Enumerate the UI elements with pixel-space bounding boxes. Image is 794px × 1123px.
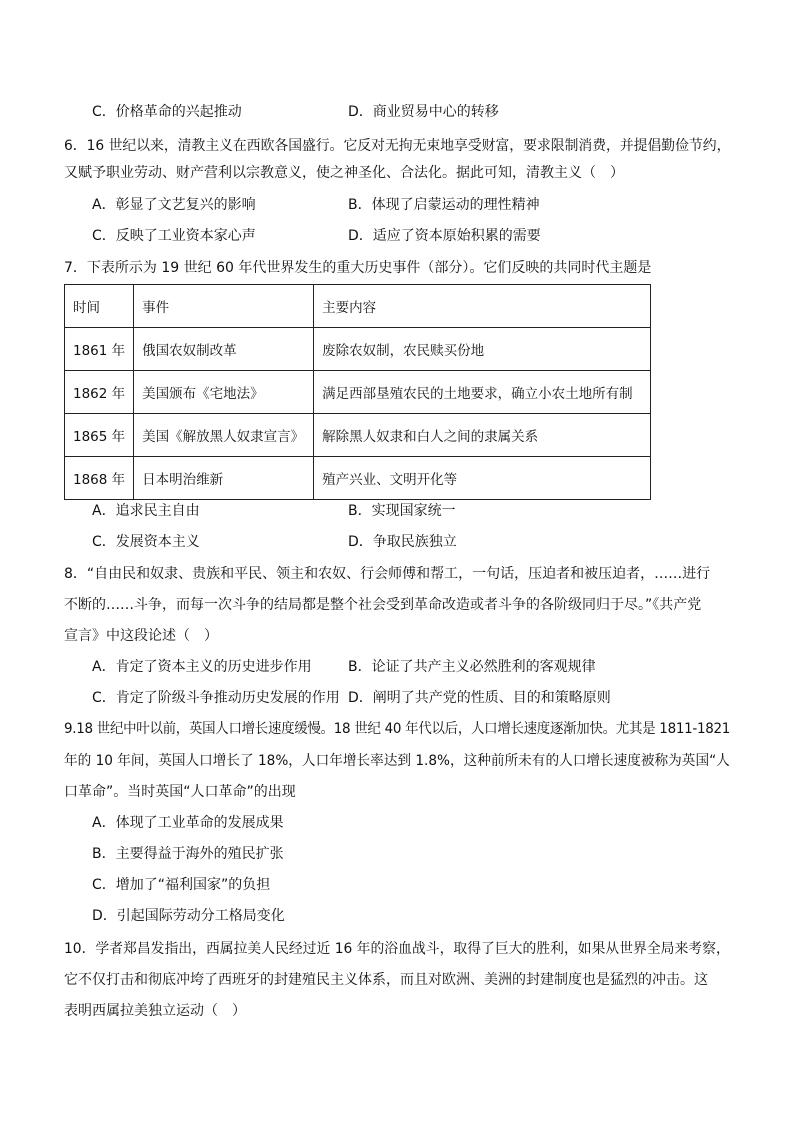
q9-stem-line-1: 9.18 世纪中叶以前，英国人口增长速度缓慢。18 世纪 40 年代以后，人口增长速度逐渐加快。尤其是 1811-1821: [64, 721, 731, 737]
events-table: [64, 284, 651, 500]
table-cell-event: 美国《解放黑人奴隶宣言》: [134, 414, 314, 457]
table-cell-content: 解除黑人奴隶和白人之间的隶属关系: [314, 414, 651, 457]
table-header-content: 主要内容: [314, 285, 651, 328]
q7-option-c[interactable]: C．发展资本主义: [92, 534, 200, 550]
q7-option-a[interactable]: A．追求民主自由: [92, 503, 200, 519]
table-cell-time: 1861 年: [65, 328, 134, 371]
table-cell-event: 日本明治维新: [134, 457, 314, 500]
table-header-event: 事件: [134, 285, 314, 328]
q8-option-d[interactable]: D．阐明了共产党的性质、目的和策略原则: [348, 690, 611, 706]
q9-option-b[interactable]: B．主要得益于海外的殖民扩张: [92, 846, 284, 862]
q5-option-d[interactable]: D．商业贸易中心的转移: [348, 104, 499, 120]
q10-stem-line-1: 10．学者郑昌发指出，西属拉美人民经过近 16 年的浴血战斗，取得了巨大的胜利，如果从世界全局来考察，: [64, 941, 730, 957]
q6-option-b[interactable]: B．体现了启蒙运动的理性精神: [348, 197, 540, 213]
table-cell-content: 满足西部垦殖农民的土地要求，确立小农土地所有制: [314, 371, 651, 414]
q6-stem-line-2: 又赋予职业劳动、财产营利以宗教意义，使之神圣化、合法化。据此可知，清教主义（ ）: [64, 165, 624, 181]
q8-option-a[interactable]: A．肯定了资本主义的历史进步作用: [92, 659, 312, 675]
table-cell-time: 1865 年: [65, 414, 134, 457]
q8-stem-line-2: 不断的……斗争，而每一次斗争的结局都是整个社会受到革命改造或者斗争的各阶级同归于尽。”《共产党: [64, 597, 702, 613]
q9-stem-line-2: 年的 10 年间，英国人口增长了 18%，人口年增长率达到 1.8%，这种前所未有的人口增长速度被称为英国“人: [64, 753, 730, 769]
table-cell-event: 俄国农奴制改革: [134, 328, 314, 371]
q7-option-b[interactable]: B．实现国家统一: [348, 503, 456, 519]
q8-option-b[interactable]: B．论证了共产主义必然胜利的客观规律: [348, 659, 596, 675]
q6-option-d[interactable]: D．适应了资本原始积累的需要: [348, 228, 541, 244]
q5-option-c[interactable]: C．价格革命的兴起推动: [92, 104, 242, 120]
table-row: [65, 457, 651, 500]
table-row: [65, 328, 651, 371]
table-cell-time: 1868 年: [65, 457, 134, 500]
q8-option-c[interactable]: C．肯定了阶级斗争推动历史发展的作用: [92, 690, 340, 706]
q10-stem-line-3: 表明西属拉美独立运动（ ）: [64, 1003, 246, 1019]
table-header-row: [65, 285, 651, 328]
table-row: [65, 414, 651, 457]
q8-stem-line-3: 宣言》中这段论述（ ）: [64, 628, 218, 644]
table-cell-time: 1862 年: [65, 371, 134, 414]
table-cell-content: 废除农奴制，农民赎买份地: [314, 328, 651, 371]
q6-option-a[interactable]: A．彰显了文艺复兴的影响: [92, 197, 256, 213]
q6-stem-line-1: 6．16 世纪以来，清教主义在西欧各国盛行。它反对无拘无束地享受财富，要求限制消费，并提倡勤俭节约，: [64, 138, 731, 154]
q9-option-d[interactable]: D．引起国际劳动分工格局变化: [92, 908, 285, 924]
q9-option-c[interactable]: C．增加了“福利国家”的负担: [92, 877, 271, 893]
q6-option-c[interactable]: C．反映了工业资本家心声: [92, 228, 256, 244]
q10-stem-line-2: 它不仅打击和彻底冲垮了西班牙的封建殖民主义体系，而且对欧洲、美洲的封建制度也是猛烈的冲击。这: [64, 972, 708, 988]
table-cell-content: 殖产兴业、文明开化等: [314, 457, 651, 500]
table-row: [65, 371, 651, 414]
table-cell-event: 美国颁布《宅地法》: [134, 371, 314, 414]
q7-option-d[interactable]: D．争取民族独立: [348, 534, 457, 550]
table-header-time: 时间: [65, 285, 134, 328]
q9-option-a[interactable]: A．体现了工业革命的发展成果: [92, 815, 284, 831]
q8-stem-line-1: 8．“自由民和奴隶、贵族和平民、领主和农奴、行会师傅和帮工，一句话，压迫者和被压迫者，……进行: [64, 566, 711, 582]
q9-stem-line-3: 口革命”。当时英国“人口革命”的出现: [64, 784, 296, 800]
q7-stem: 7．下表所示为 19 世纪 60 年代世界发生的重大历史事件（部分）。它们反映的共同时代主题是: [64, 260, 652, 276]
